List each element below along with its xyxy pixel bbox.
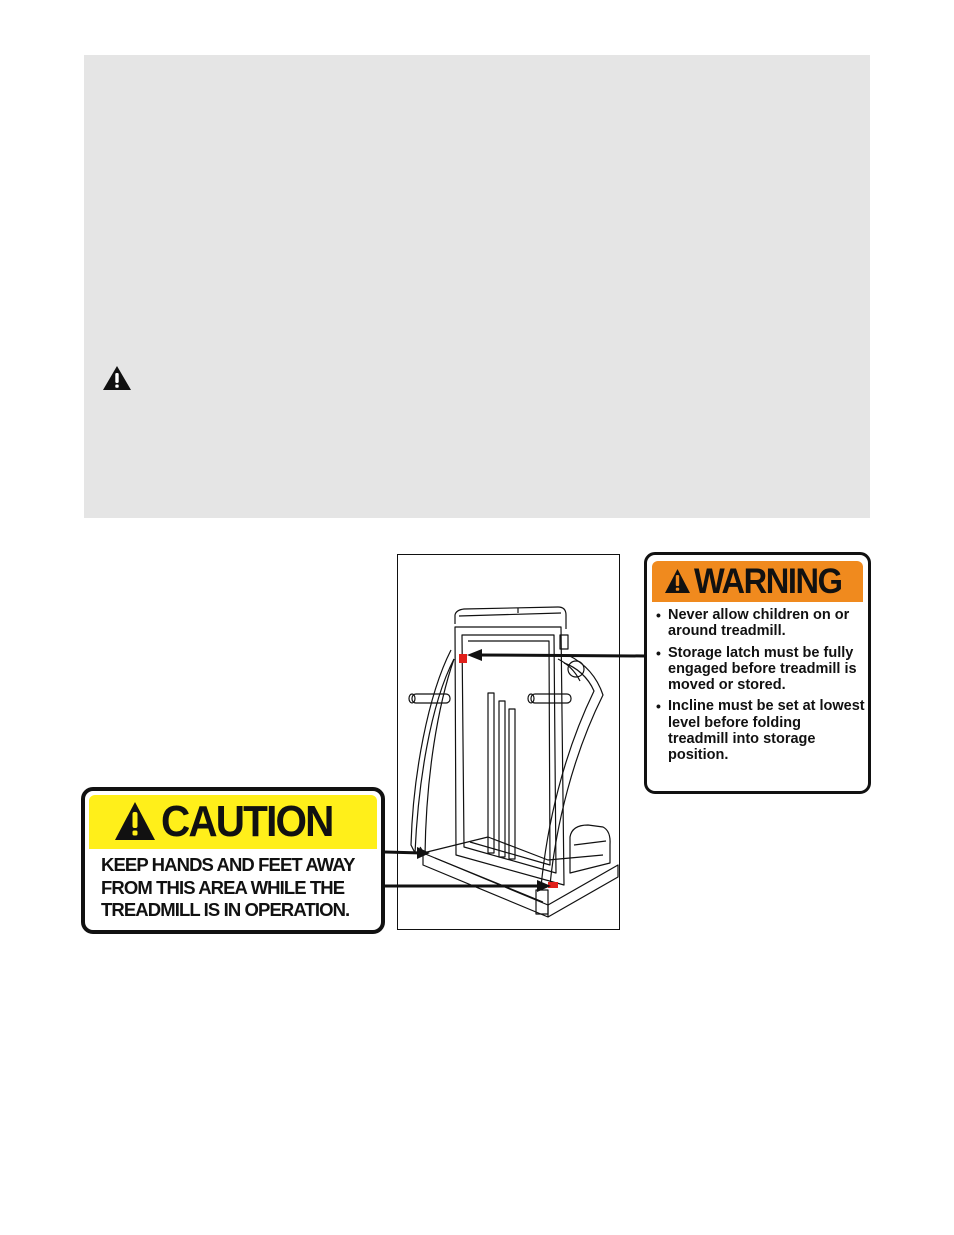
warning-item-text: Incline must be set at lowest level before folding treadmill into storage position. [668,698,865,764]
bullet: • [656,698,661,715]
bullet: • [656,644,661,661]
warning-item [655,698,865,763]
warning-list [655,607,865,769]
caution-header [89,795,377,849]
folded-treadmill-illustration [398,555,619,929]
warning-item [655,607,865,640]
caution-label [81,787,385,934]
exclamation-triangle-icon [114,801,156,841]
warning-heading: WARNING [694,562,842,601]
warning-item [655,645,865,694]
warning-header [652,561,863,602]
warning-triangle-icon [102,365,132,391]
exclamation-triangle-icon [664,568,691,594]
instructions-panel [84,55,870,518]
treadmill-figure [397,554,620,930]
warning-item-text: Storage latch must be fully engaged before treadmill is moved or stored. [668,644,857,694]
warning-label [644,552,871,794]
caution-line: KEEP HANDS AND FEET AWAY [101,854,355,875]
caution-line: TREADMILL IS IN OPERATION. [101,899,350,920]
red-decal-marker [548,882,558,888]
warning-item-text: Never allow children on or around treadmill. [668,607,850,640]
caution-line: FROM THIS AREA WHILE THE [101,876,345,898]
caution-heading: CAUTION [161,797,333,846]
bullet: • [656,607,661,623]
red-decal-marker [459,654,467,663]
caution-body [101,854,383,922]
